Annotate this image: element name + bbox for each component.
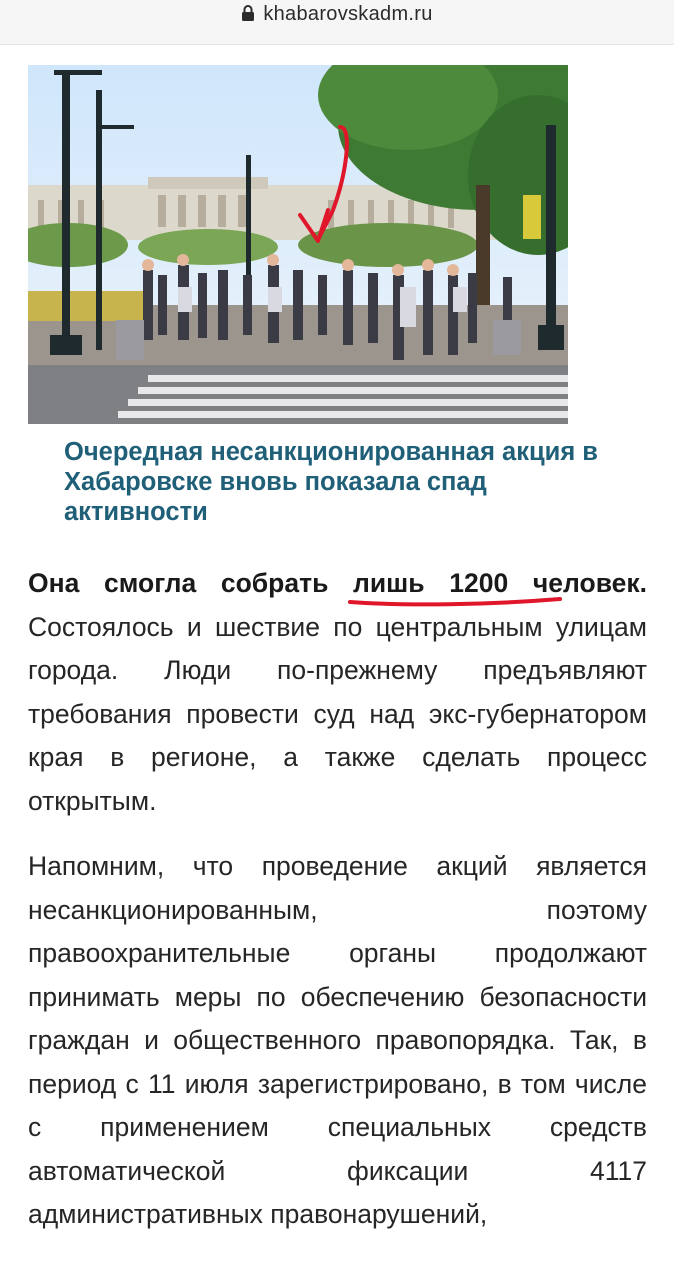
article-paragraph-2: Напомним, что проведение акций является несанкционированным, поэтому правоохранительные органы продолжают принимать меры по обеспечению безопасности граждан и общественного правопорядка. Так, в период с 11 июля зарегистрировано, в том числе с применением специальных средств автоматической фиксации 4117 административных правонарушений, <box>28 851 647 1229</box>
news-photo <box>28 65 568 424</box>
url-text: khabarovskadm.ru <box>263 3 433 25</box>
browser-address-bar[interactable] <box>0 0 674 45</box>
photo-caption: Очередная несанкционированная акция в Хабаровске вновь показала спад активности <box>64 438 598 526</box>
url-container[interactable] <box>0 3 674 28</box>
red-underline-annotation <box>346 592 564 610</box>
paragraph-1-body: Состоялось и шествие по центральным улицам города. Люди по-прежнему предъявляют требования провести суд над экс-губернатором края в регионе, а также сделать процесс открытым. <box>28 611 647 816</box>
lock-icon <box>241 4 255 28</box>
lead-text: Она смогла собрать лишь 1200 человек. <box>28 568 647 598</box>
